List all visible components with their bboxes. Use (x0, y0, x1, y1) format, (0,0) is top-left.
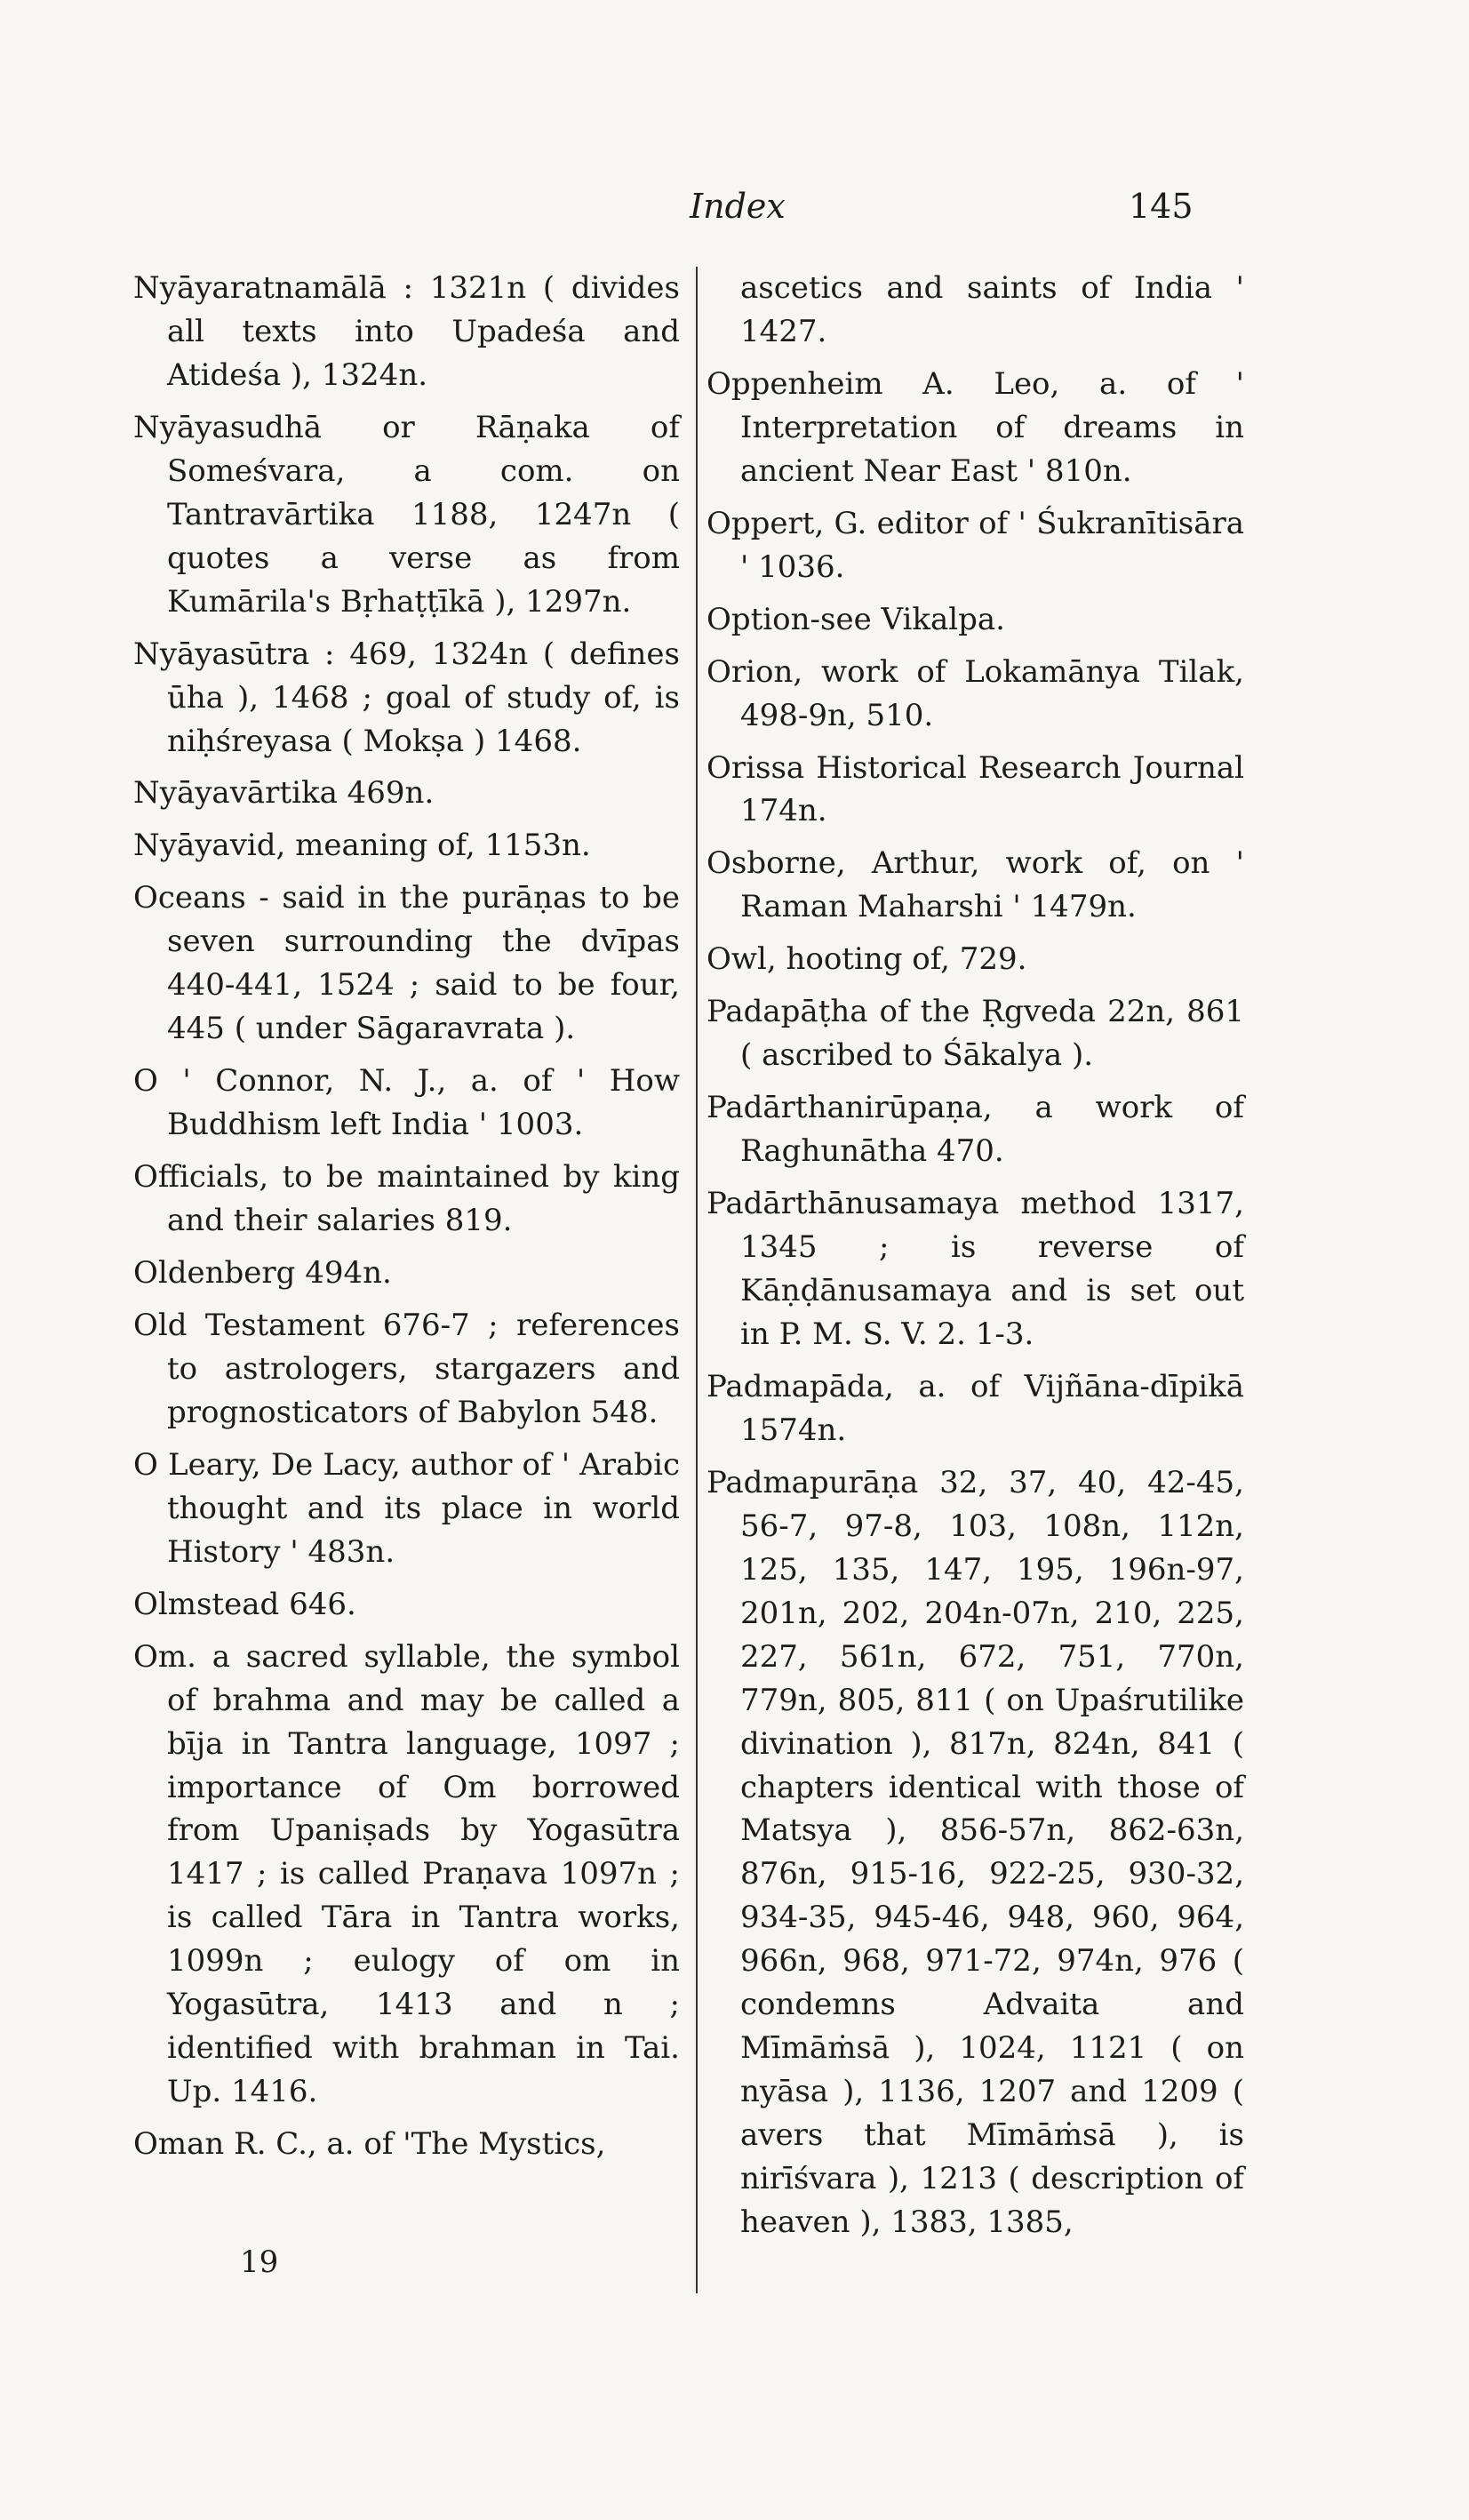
index-entry: Nyāyasudhā or Rāṇaka of Someśvara, a com. on Tantravārtika 1188, 1247n ( quotes a verse as from Kumārila's Bṛhaṭṭīkā ), 1297n. (133, 409, 680, 620)
index-entry: O ' Connor, N. J., a. of ' How Buddhism left India ' 1003. (133, 1063, 680, 1143)
index-entry: Old Testament 676-7 ; references to astrologers, stargazers and prognosticators of Babylon 548. (133, 1307, 680, 1430)
index-entry: Padārthānusamaya method 1317, 1345 ; is reverse of Kāṇḍānusamaya and is set out in P. M. S. V. 2. 1-3. (707, 1186, 1244, 1352)
index-column-right (707, 267, 1244, 2253)
page-number: 145 (1129, 187, 1194, 226)
index-entry: Oppenheim A. Leo, a. of ' Interpretation of dreams in ancient Near East ' 810n. (707, 365, 1244, 489)
index-entry: Olmstead 646. (133, 1586, 356, 1622)
index-entry: O Leary, De Lacy, author of ' Arabic thought and its place in world History ' 483n. (133, 1446, 680, 1570)
page-title: Index (690, 187, 786, 226)
signature-mark: 19 (240, 2244, 279, 2280)
index-entry: Padapāṭha of the Ṛgveda 22n, 861 ( ascribed to Śākalya ). (707, 994, 1244, 1074)
index-entry: Option-see Vikalpa. (707, 601, 1005, 637)
index-entry: Oceans - said in the purāṇas to be seven surrounding the dvīpas 440-441, 1524 ; said to be four, 445 ( under Sāgaravrata ). (133, 880, 680, 1047)
index-entry: Oldenberg 494n. (133, 1255, 392, 1292)
index-entry: Om. a sacred syllable, the symbol of brahma and may be called a bīja in Tantra language, 1097 ; importance of Om borrowed from Upaniṣads by Yogasūtra 1417 ; is called Praṇava 1097n ; is called Tāra in Tantra works, 1099n ; eulogy of om in Yogasūtra, 1413 and n ; identified with brahman in Tai. Up. 1416. (133, 1638, 680, 2110)
index-entry: Nyāyaratnamālā : 1321n ( divides all texts into Upadeśa and Atideśa ), 1324n. (133, 270, 680, 393)
index-column-left (133, 267, 680, 2175)
index-entry: Padārthanirūpaṇa, a work of Raghunātha 470. (707, 1090, 1244, 1170)
index-entry: Nyāyavārtika 469n. (133, 775, 435, 812)
index-entry: Orion, work of Lokamānya Tilak, 498-9n, 510. (707, 653, 1244, 733)
index-entry: Nyāyavid, meaning of, 1153n. (133, 828, 591, 864)
column-divider (696, 267, 698, 2293)
index-entry: Orissa Historical Research Journal 174n. (707, 749, 1244, 829)
index-entry: Nyāyasūtra : 469, 1324n ( defines ūha ), 1468 ; goal of study of, is niḥśreyasa ( Mokṣa ) 1468. (133, 636, 680, 759)
index-entry-continued: ascetics and saints of India ' 1427. (740, 270, 1244, 349)
index-entry: Osborne, Arthur, work of, on ' Raman Maharshi ' 1479n. (707, 845, 1244, 925)
index-entry: Owl, hooting of, 729. (707, 941, 1027, 978)
index-entry: Padmapāda, a. of Vijñāna-dīpikā 1574n. (707, 1368, 1244, 1448)
index-entry: Oppert, G. editor of ' Śukranītisāra ' 1036. (707, 505, 1244, 585)
index-entry: Officials, to be maintained by king and their salaries 819. (133, 1159, 680, 1239)
index-entry: Oman R. C., a. of 'The Mystics, (133, 2126, 606, 2163)
index-entry: Padmapurāṇa 32, 37, 40, 42-45, 56-7, 97-8, 103, 108n, 112n, 125, 135, 147, 195, 196n-97, 201n, 202, 204n-07n, 210, 225, 227, 561n, 672, 751, 770n, 779n, 805, 811 ( on Upaśrutilike divination ), 817n, 824n, 841 ( chapters identical with those of Matsya ), 856-57n, 862-63n, 876n, 915-16, 922-25, 930-32, 934-35, 945-46, 948, 960, 964, 966n, 968, 971-72, 974n, 976 ( condemns Advaita and Mīmāṁsā ), 1024, 1121 ( on nyāsa ), 1136, 1207 and 1209 ( avers that Mīmāṁsā ), is nirīśvara ), 1213 ( description of heaven ), 1383, 1385, (707, 1464, 1244, 2241)
